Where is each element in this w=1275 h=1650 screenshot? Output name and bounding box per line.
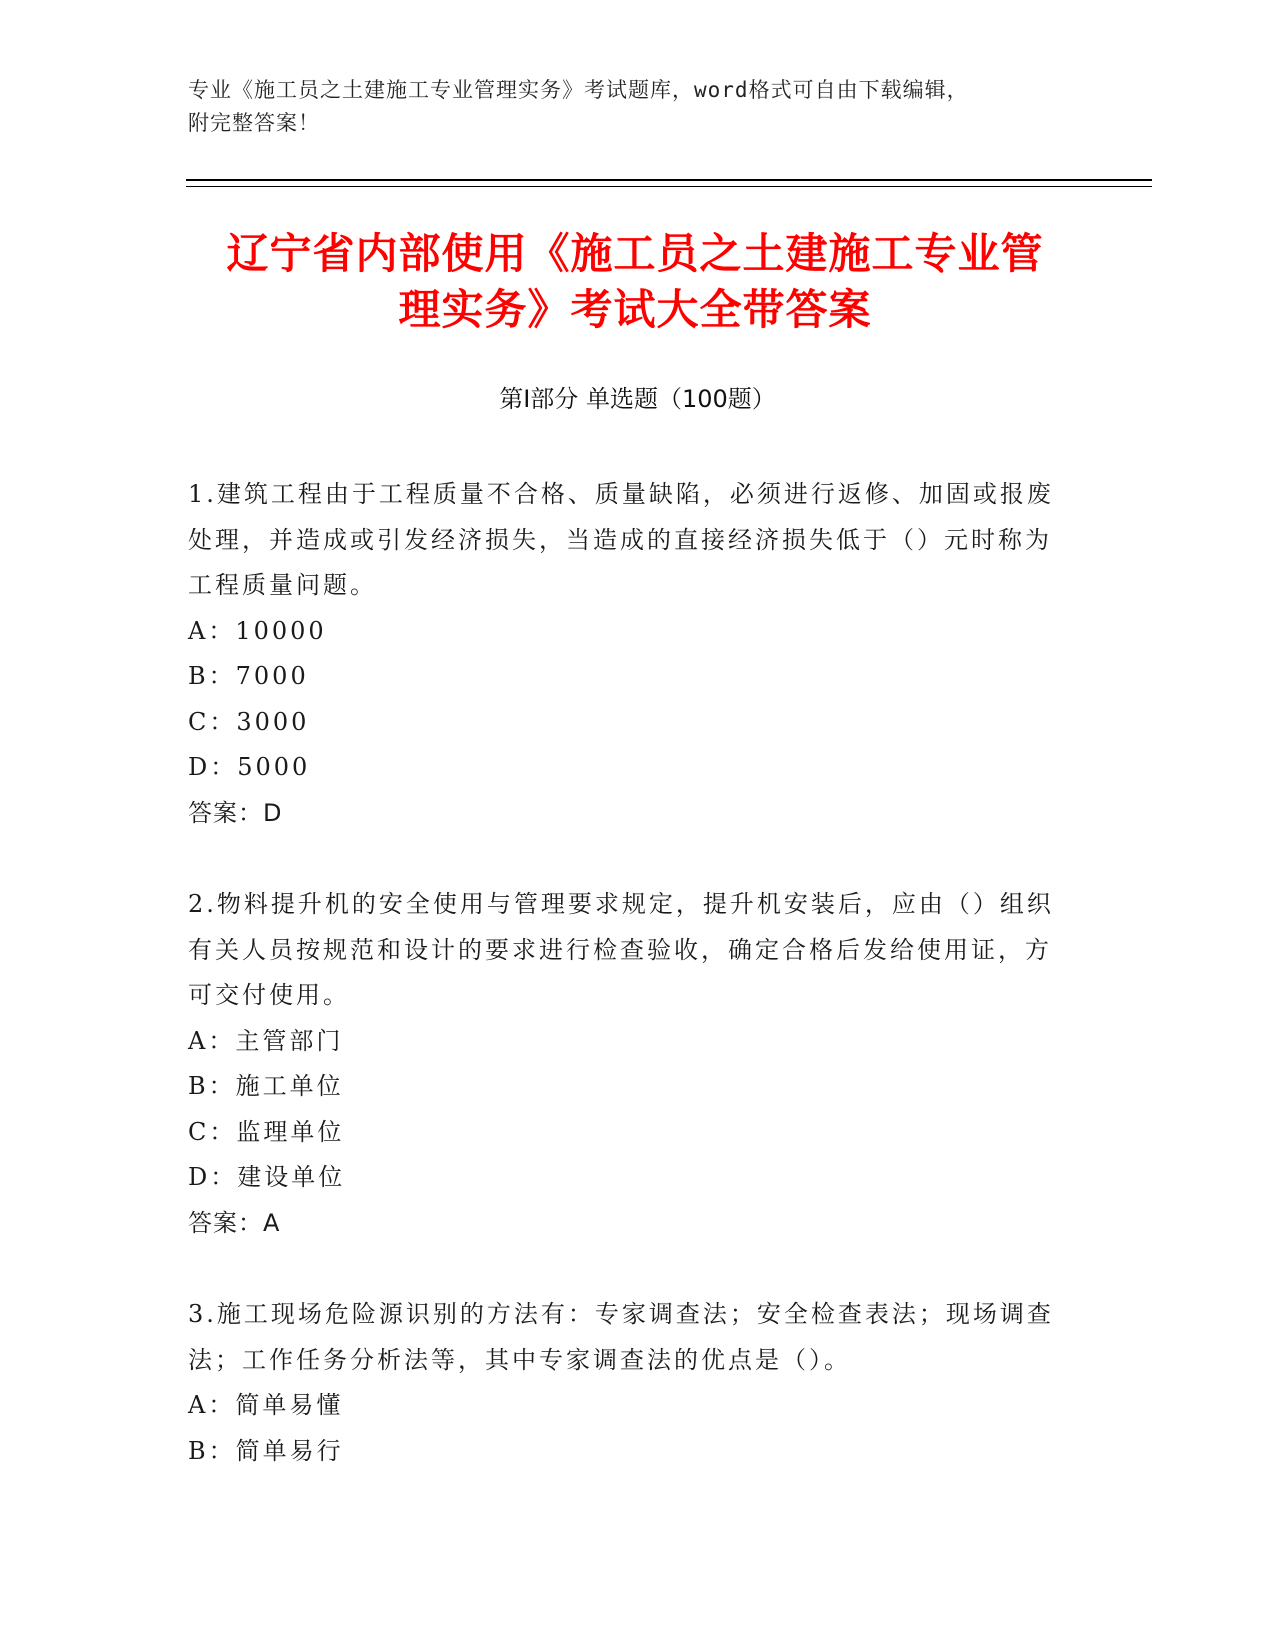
question-list	[188, 472, 1068, 1520]
option-a: A：10000	[188, 616, 327, 645]
option-d: D：5000	[188, 753, 311, 781]
answer: 答案：A	[188, 1208, 281, 1237]
option-b: B：简单易行	[188, 1436, 344, 1465]
document-title-line-1: 辽宁省内部使用《施工员之土建施工专业管	[226, 229, 1044, 278]
section-heading: 第Ⅰ部分 单选题（100题）	[499, 385, 776, 413]
question-3	[188, 1292, 1068, 1474]
option-a: A：主管部门	[188, 1026, 344, 1055]
answer: 答案：D	[188, 798, 283, 827]
header-rule-thick	[186, 179, 1152, 181]
question-2	[188, 882, 1068, 1246]
header-note-line-2: 附完整答案！	[188, 111, 320, 135]
header-note-line-1: 专业《施工员之土建施工专业管理实务》考试题库，word格式可自由下载编辑，	[188, 78, 969, 102]
option-d: D：建设单位	[188, 1163, 346, 1191]
question-1	[188, 472, 1068, 836]
document-title-line-2: 理实务》考试大全带答案	[398, 285, 872, 334]
question-stem: 2.物料提升机的安全使用与管理要求规定，提升机安装后，应由（）组织有关人员按规范和设计的要求进行检查验收，确定合格后发给使用证，方可交付使用。	[188, 890, 1054, 1009]
question-stem: 3.施工现场危险源识别的方法有：专家调查法；安全检查表法；现场调查法；工作任务分析法等，其中专家调查法的优点是（）。	[188, 1300, 1054, 1374]
question-stem: 1.建筑工程由于工程质量不合格、质量缺陷，必须进行返修、加固或报废处理，并造成或引发经济损失，当造成的直接经济损失低于（）元时称为工程质量问题。	[188, 480, 1054, 599]
option-b: B：7000	[188, 662, 309, 690]
document-title	[150, 226, 1120, 338]
header-rule-thin	[186, 186, 1152, 187]
option-b: B：施工单位	[188, 1072, 344, 1100]
option-c: C：监理单位	[188, 1117, 345, 1146]
option-c: C：3000	[188, 707, 310, 736]
option-a: A：简单易懂	[188, 1391, 344, 1419]
header-note	[188, 74, 1068, 140]
